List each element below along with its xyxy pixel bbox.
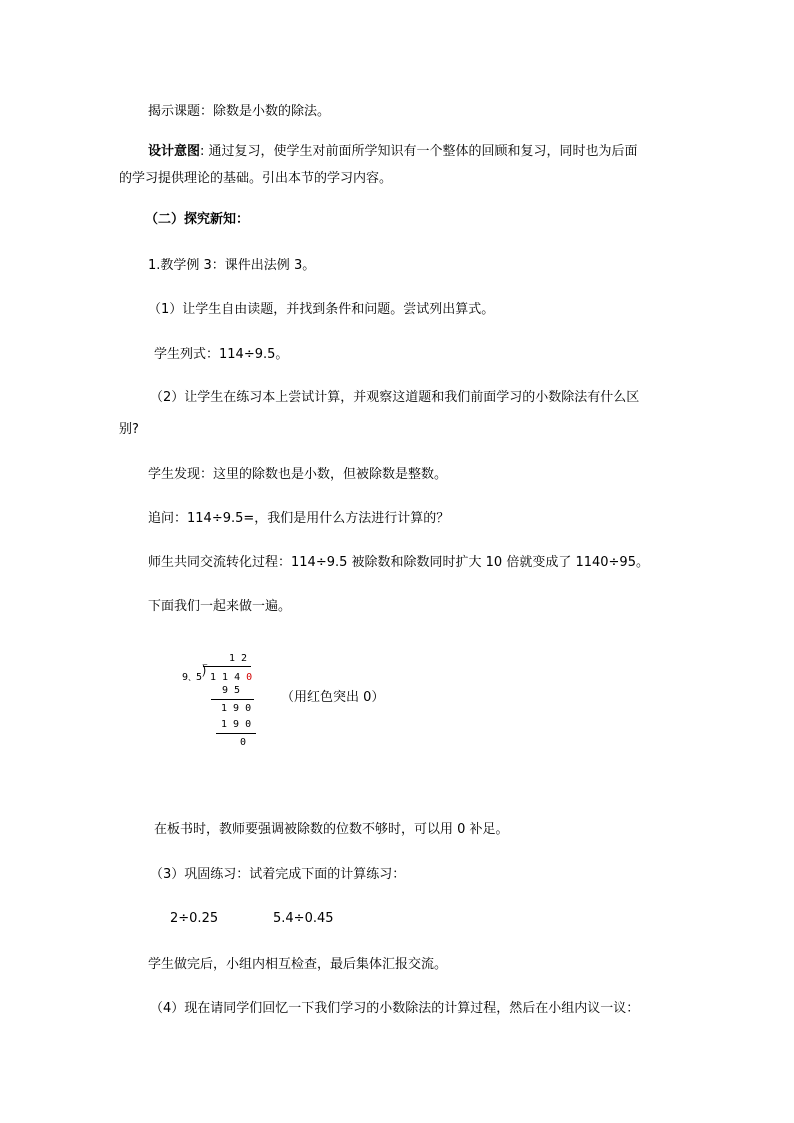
lets-do-line: 下面我们一起来做一遍。 (148, 599, 292, 614)
student-finding-line: 学生发现：这里的除数也是小数，但被除数是整数。 (148, 467, 448, 482)
step-3-rule (216, 733, 256, 734)
step-1-rule (211, 699, 254, 700)
check-line: 学生做完后，小组内相互检查，最后集体汇报交流。 (148, 957, 448, 972)
step2-line-2: 别? (119, 422, 139, 437)
practice-line: （3）巩固练习：试着完成下面的计算练习： (150, 867, 406, 882)
transform-line: 师生共同交流转化过程：114÷9.5 被除数和除数同时扩大 10 倍就变成了 1140÷95。 (148, 555, 649, 570)
dividend (210, 672, 252, 684)
quotient: 1 2 (229, 653, 248, 664)
red-note: （用红色突出 0） (281, 690, 385, 705)
design-intent-line-2: 的学习提供理论的基础。引出本节的学习内容。 (119, 171, 393, 186)
board-note-line: 在板书时，教师要强调被除数的位数不够时，可以用 0 补足。 (154, 822, 509, 837)
exercise-2: 5.4÷0.45 (273, 911, 334, 926)
step-3: 1 9 0 (221, 719, 252, 730)
divisor (182, 672, 202, 684)
step-2: 1 9 0 (221, 703, 252, 714)
divisor-dot: 、 (188, 673, 197, 682)
design-intent-label: 设计意图 (148, 144, 201, 159)
divisor-digit-end: 5 (196, 672, 203, 683)
division-bar (203, 666, 251, 667)
recall-line: （4）现在请同学们回忆一下我们学习的小数除法的计算过程，然后在小组内议一议： (150, 1001, 640, 1016)
dividend-digits: 1 1 4 (210, 672, 241, 683)
exercise-1: 2÷0.25 (170, 911, 219, 926)
question-line: 追问：114÷9.5=，我们是用什么方法进行计算的？ (148, 511, 450, 526)
section-heading: （二）探究新知： (145, 212, 250, 227)
dividend-zero: 0 (246, 672, 253, 683)
step-1: 9 5 (222, 685, 241, 696)
remainder: 0 (240, 737, 247, 748)
step2-line: （2）让学生在练习本上尝试计算，并观察这道题和我们前面学习的小数除法有什么区 (150, 390, 640, 405)
design-intent-line (148, 143, 638, 161)
topic-line: 揭示课题：除数是小数的除法。 (148, 104, 331, 119)
example-line: 1.教学例 3：课件出法例 3。 (148, 258, 316, 273)
divisor-digit: 9 (182, 672, 189, 683)
step1-line: （1）让学生自由读题，并找到条件和问题。尝试列出算式。 (148, 302, 495, 317)
design-intent-text: : 通过复习，使学生对前面所学知识有一个整体的回顾和复习，同时也为后面 (200, 144, 638, 159)
student-formula-line: 学生列式：114÷9.5。 (154, 347, 289, 362)
bracket: ⟌ (202, 665, 208, 680)
